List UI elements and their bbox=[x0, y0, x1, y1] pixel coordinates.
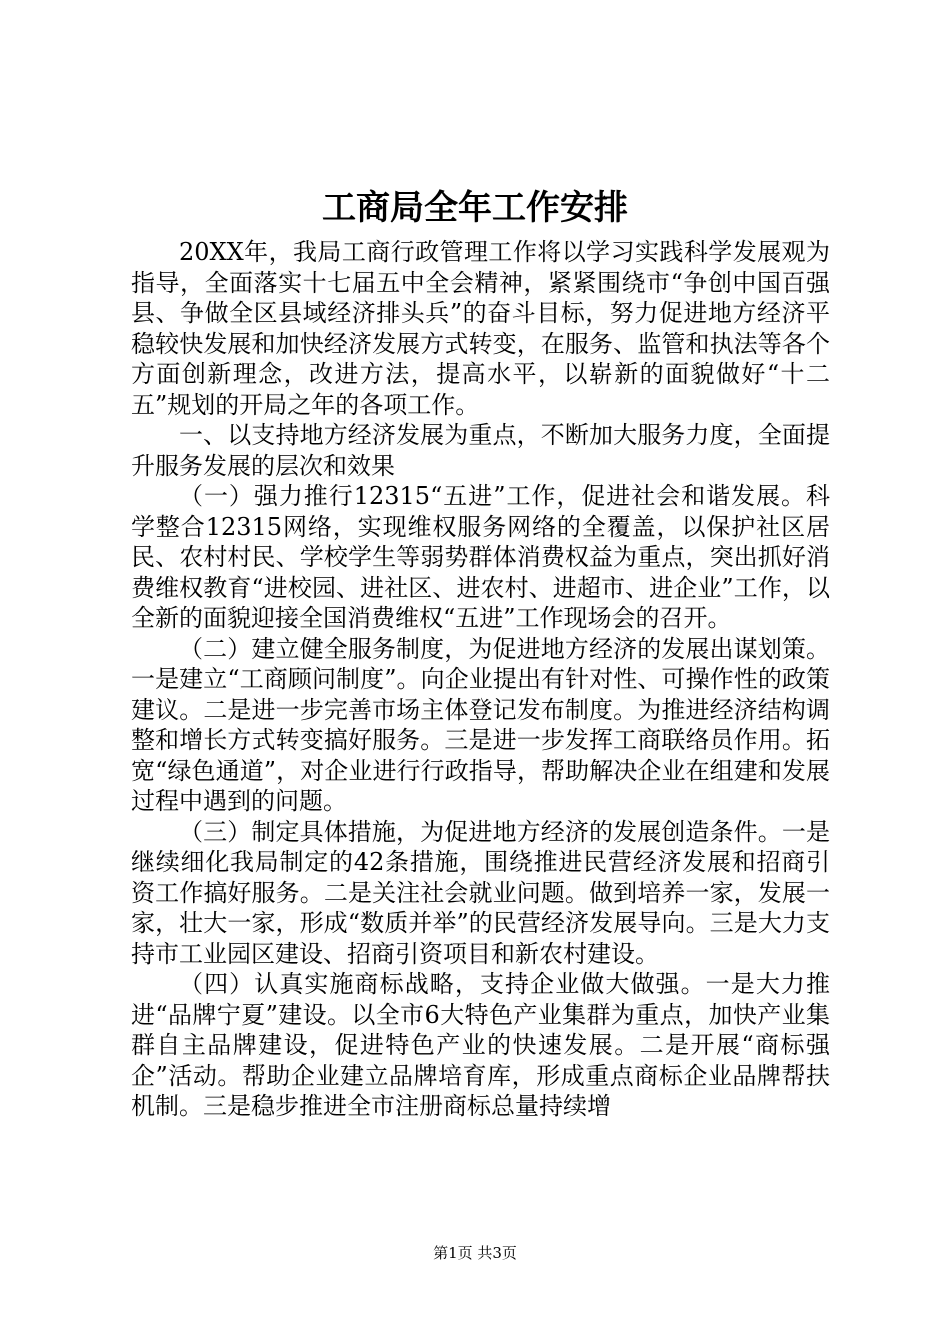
paragraph-section-1-heading: 一、以支持地方经济发展为重点，不断加大服务力度，全面提升服务发展的层次和效果 bbox=[131, 421, 830, 480]
paragraph-item-4: （四）认真实施商标战略，支持企业做大做强。一是大力推进“品牌宁夏”建设。以全市6大特色产业集群为重点，加快产业集群自主品牌建设，促进特色产业的快速发展。二是开展“商标强企”活动。帮助企业建立品牌培育库，形成重点商标企业品牌帮扶机制。三是稳步推进全市注册商标总量持续增 bbox=[131, 970, 830, 1120]
document-body bbox=[131, 237, 830, 1122]
document-title: 工商局全年工作安排 bbox=[322, 188, 628, 228]
paragraph-item-1: （一）强力推行12315“五进”工作，促进社会和谐发展。科学整合12315网络，实现维权服务网络的全覆盖，以保护社区居民、农村村民、学校学生等弱势群体消费权益为重点，突出抓好消费维权教育“进校园、进社区、进农村、进超市、进企业”工作，以全新的面貌迎接全国消费维权“五进”工作现场会的召开。 bbox=[131, 482, 830, 632]
paragraph-item-2: （二）建立健全服务制度，为促进地方经济的发展出谋划策。一是建立“工商顾问制度”。向企业提出有针对性、可操作性的政策建议。二是进一步完善市场主体登记发布制度。为推进经济结构调整和增长方式转变搞好服务。三是进一步发挥工商联络员作用。拓宽“绿色通道”，对企业进行行政指导，帮助解决企业在组建和发展过程中遇到的问题。 bbox=[131, 634, 830, 815]
page-number-footer: 第1页 共3页 bbox=[433, 1244, 517, 1262]
paragraph-item-3: （三）制定具体措施，为促进地方经济的发展创造条件。一是继续细化我局制定的42条措施，围绕推进民营经济发展和招商引资工作搞好服务。二是关注社会就业问题。做到培养一家，发展一家，壮大一家，形成“数质并举”的民营经济发展导向。三是大力支持市工业园区建设、招商引资项目和新农村建设。 bbox=[131, 817, 830, 968]
paragraph-intro: 20XX年，我局工商行政管理工作将以学习实践科学发展观为指导，全面落实十七届五中全会精神，紧紧围绕市“争创中国百强县、争做全区县域经济排头兵”的奋斗目标，努力促进地方经济平稳较快发展和加快经济发展方式转变，在服务、监管和执法等各个方面创新理念，改进方法，提高水平，以崭新的面貌做好“十二五”规划的开局之年的各项工作。 bbox=[131, 238, 830, 419]
